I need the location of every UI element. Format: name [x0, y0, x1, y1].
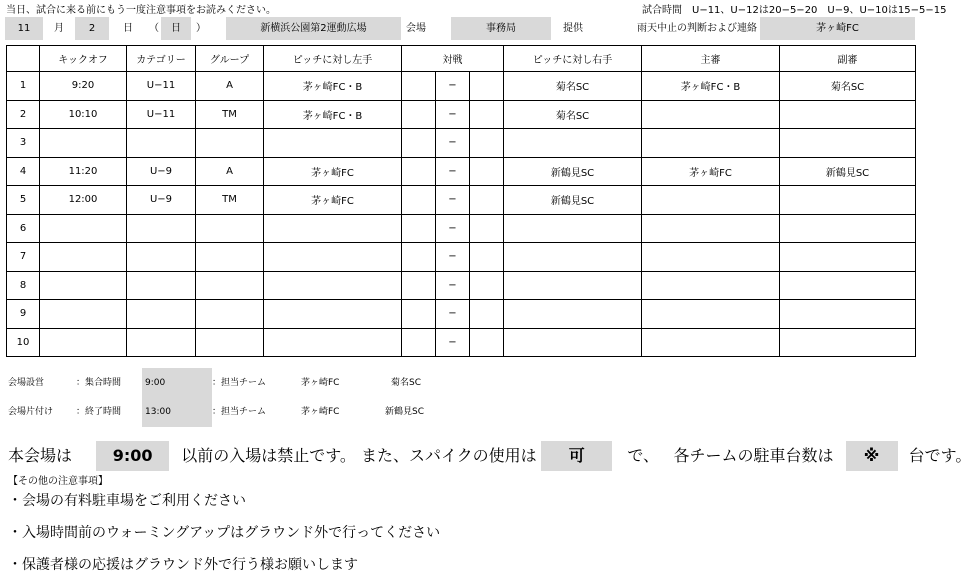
table-row — [7, 186, 916, 215]
group-cell — [196, 243, 264, 272]
category-cell: U−9 — [127, 157, 196, 186]
group-cell: TM — [196, 100, 264, 129]
row-number-cell: 9 — [7, 300, 40, 329]
setup-label: 会場設営 — [8, 378, 45, 388]
paren-close: ） — [196, 23, 206, 34]
row-number-cell: 1 — [7, 72, 40, 101]
row-number-cell: 7 — [7, 243, 40, 272]
right-team-cell: 菊名SC — [504, 72, 642, 101]
kickoff-cell — [40, 328, 127, 357]
entry-text-4: 各チームの駐車台数は — [673, 446, 834, 465]
left-team-cell — [264, 300, 402, 329]
header-kickoff: キックオフ — [40, 46, 127, 72]
left-score-cell — [402, 157, 436, 186]
kickoff-cell: 9:20 — [40, 72, 127, 101]
right-team-cell: 新鶴見SC — [504, 157, 642, 186]
right-score-cell — [470, 300, 504, 329]
right-score-cell — [470, 100, 504, 129]
assistant-cell — [780, 271, 916, 300]
left-score-cell — [402, 243, 436, 272]
info-bar — [5, 17, 915, 40]
row-number-cell: 8 — [7, 271, 40, 300]
kickoff-cell — [40, 243, 127, 272]
entry-rules-line — [8, 441, 971, 471]
category-cell: U−9 — [127, 186, 196, 215]
vs-dash-cell: − — [436, 100, 470, 129]
right-score-cell — [470, 186, 504, 215]
group-cell — [196, 129, 264, 158]
table-row — [7, 72, 916, 101]
row-number-cell: 5 — [7, 186, 40, 215]
note-item: ・入場時間前のウォーミングアップはグラウンド外で行ってください — [8, 525, 441, 541]
assistant-cell — [780, 100, 916, 129]
right-team-cell: 新鶴見SC — [504, 186, 642, 215]
right-team-cell: 菊名SC — [504, 100, 642, 129]
vs-dash-cell: − — [436, 214, 470, 243]
notes-title: 【その他の注意事項】 — [8, 476, 108, 487]
left-score-cell — [402, 214, 436, 243]
left-team-cell — [264, 271, 402, 300]
note-item: ・保護者様の応援はグラウンド外で行う様お願いします — [8, 557, 358, 573]
entry-time-box: 9:00 — [96, 441, 169, 471]
assistant-cell — [780, 243, 916, 272]
venue-label: 会場 — [406, 23, 426, 34]
table-row — [7, 100, 916, 129]
vs-dash-cell: − — [436, 157, 470, 186]
category-cell — [127, 214, 196, 243]
left-team-cell — [264, 129, 402, 158]
match-time-text: 試合時間 U−11、U−12は20−5−20 U−9、U−10は15−5−15 — [642, 5, 947, 16]
assistant-cell: 新鶴見SC — [780, 157, 916, 186]
setup-team-2: 菊名SC — [391, 378, 421, 388]
note-item: ・会場の有料駐車場をご利用ください — [8, 493, 246, 509]
venue-cell: 新横浜公園第2運動広場 — [226, 17, 401, 40]
assistant-cell — [780, 328, 916, 357]
right-score-cell — [470, 157, 504, 186]
setup-time-label: ：集合時間 — [76, 378, 122, 388]
category-cell: U−11 — [127, 72, 196, 101]
kickoff-cell: 12:00 — [40, 186, 127, 215]
weekday-cell: 日 — [161, 17, 191, 40]
referee-cell: 茅ヶ崎FC — [642, 157, 780, 186]
contact-team-cell: 茅ヶ崎FC — [760, 17, 915, 40]
assistant-cell: 菊名SC — [780, 72, 916, 101]
vs-dash-cell: − — [436, 271, 470, 300]
right-team-cell — [504, 271, 642, 300]
contact-label: 雨天中止の判断および連絡 — [637, 23, 757, 34]
group-cell: A — [196, 157, 264, 186]
left-score-cell — [402, 72, 436, 101]
category-cell — [127, 243, 196, 272]
referee-cell — [642, 100, 780, 129]
setup-team-label: ：担当チーム — [212, 378, 267, 388]
kickoff-cell — [40, 271, 127, 300]
table-row — [7, 271, 916, 300]
left-team-cell — [264, 214, 402, 243]
schedule-header-row — [7, 46, 916, 72]
assistant-cell — [780, 129, 916, 158]
cleanup-team-label: ：担当チーム — [212, 407, 267, 417]
group-cell: A — [196, 72, 264, 101]
left-team-cell: 茅ヶ崎FC — [264, 186, 402, 215]
right-score-cell — [470, 214, 504, 243]
entry-text-2: 以前の入場は禁止です。 また、スパイクの使用は — [181, 446, 537, 465]
cleanup-label: 会場片付け — [8, 407, 54, 417]
right-score-cell — [470, 271, 504, 300]
kickoff-cell — [40, 214, 127, 243]
referee-cell — [642, 271, 780, 300]
category-cell — [127, 328, 196, 357]
kickoff-cell: 11:20 — [40, 157, 127, 186]
cleanup-time: 13:00 — [142, 397, 212, 427]
referee-cell — [642, 129, 780, 158]
left-team-cell: 茅ヶ崎FC・B — [264, 72, 402, 101]
group-cell — [196, 328, 264, 357]
referee-cell — [642, 243, 780, 272]
referee-cell — [642, 186, 780, 215]
table-row — [7, 328, 916, 357]
table-row — [7, 157, 916, 186]
vs-dash-cell: − — [436, 129, 470, 158]
right-score-cell — [470, 243, 504, 272]
day-label: 日 — [123, 23, 133, 34]
provider-label: 提供 — [563, 23, 583, 34]
header-assistant: 副審 — [780, 46, 916, 72]
group-cell: TM — [196, 186, 264, 215]
cleanup-team-1: 茅ヶ崎FC — [301, 407, 340, 417]
right-score-cell — [470, 328, 504, 357]
group-cell — [196, 271, 264, 300]
right-team-cell — [504, 214, 642, 243]
schedule-table — [6, 45, 916, 357]
cleanup-team-2: 新鶴見SC — [385, 407, 424, 417]
entry-text-1: 本会場は — [8, 446, 73, 465]
header-left-team: ピッチに対し左手 — [264, 46, 402, 72]
row-number-cell: 3 — [7, 129, 40, 158]
group-cell — [196, 214, 264, 243]
left-team-cell: 茅ヶ崎FC — [264, 157, 402, 186]
row-number-cell: 2 — [7, 100, 40, 129]
assistant-cell — [780, 214, 916, 243]
referee-cell: 茅ヶ崎FC・B — [642, 72, 780, 101]
assistant-cell — [780, 300, 916, 329]
left-score-cell — [402, 129, 436, 158]
referee-cell — [642, 300, 780, 329]
setup-time: 9:00 — [142, 368, 212, 398]
row-number-cell: 4 — [7, 157, 40, 186]
month-label: 月 — [54, 23, 64, 34]
kickoff-cell — [40, 300, 127, 329]
header-referee: 主審 — [642, 46, 780, 72]
spike-box: 可 — [541, 441, 612, 471]
right-team-cell — [504, 300, 642, 329]
left-team-cell: 茅ヶ崎FC・B — [264, 100, 402, 129]
office-cell: 事務局 — [451, 17, 551, 40]
group-cell — [196, 300, 264, 329]
parking-box: ※ — [846, 441, 898, 471]
vs-dash-cell: − — [436, 186, 470, 215]
left-score-cell — [402, 328, 436, 357]
vs-dash-cell: − — [436, 72, 470, 101]
table-row — [7, 129, 916, 158]
notice-text: 当日、試合に来る前にもう一度注意事項をお読みください。 — [6, 5, 276, 16]
header-no — [7, 46, 40, 72]
category-cell — [127, 129, 196, 158]
day-cell: 2 — [75, 17, 109, 40]
kickoff-cell — [40, 129, 127, 158]
cleanup-time-label: ：終了時間 — [76, 407, 122, 417]
category-cell — [127, 300, 196, 329]
month-cell: 11 — [5, 17, 43, 40]
category-cell: U−11 — [127, 100, 196, 129]
left-score-cell — [402, 100, 436, 129]
right-score-cell — [470, 72, 504, 101]
right-team-cell — [504, 243, 642, 272]
right-team-cell — [504, 328, 642, 357]
vs-dash-cell: − — [436, 243, 470, 272]
category-cell — [127, 271, 196, 300]
header-match: 対戦 — [402, 46, 504, 72]
right-team-cell — [504, 129, 642, 158]
assistant-cell — [780, 186, 916, 215]
vs-dash-cell: − — [436, 328, 470, 357]
table-row — [7, 300, 916, 329]
kickoff-cell: 10:10 — [40, 100, 127, 129]
header-right-team: ピッチに対し右手 — [504, 46, 642, 72]
row-number-cell: 10 — [7, 328, 40, 357]
header-category: カテゴリー — [127, 46, 196, 72]
table-row — [7, 243, 916, 272]
referee-cell — [642, 328, 780, 357]
vs-dash-cell: − — [436, 300, 470, 329]
referee-cell — [642, 214, 780, 243]
paren-open: （ — [149, 23, 159, 34]
entry-text-3: で、 — [627, 446, 660, 465]
setup-team-1: 茅ヶ崎FC — [301, 378, 340, 388]
schedule-body — [7, 72, 916, 357]
left-score-cell — [402, 300, 436, 329]
left-score-cell — [402, 186, 436, 215]
left-score-cell — [402, 271, 436, 300]
right-score-cell — [470, 129, 504, 158]
left-team-cell — [264, 243, 402, 272]
header-group: グループ — [196, 46, 264, 72]
table-row — [7, 214, 916, 243]
entry-text-5: 台です。 — [908, 446, 971, 465]
row-number-cell: 6 — [7, 214, 40, 243]
left-team-cell — [264, 328, 402, 357]
